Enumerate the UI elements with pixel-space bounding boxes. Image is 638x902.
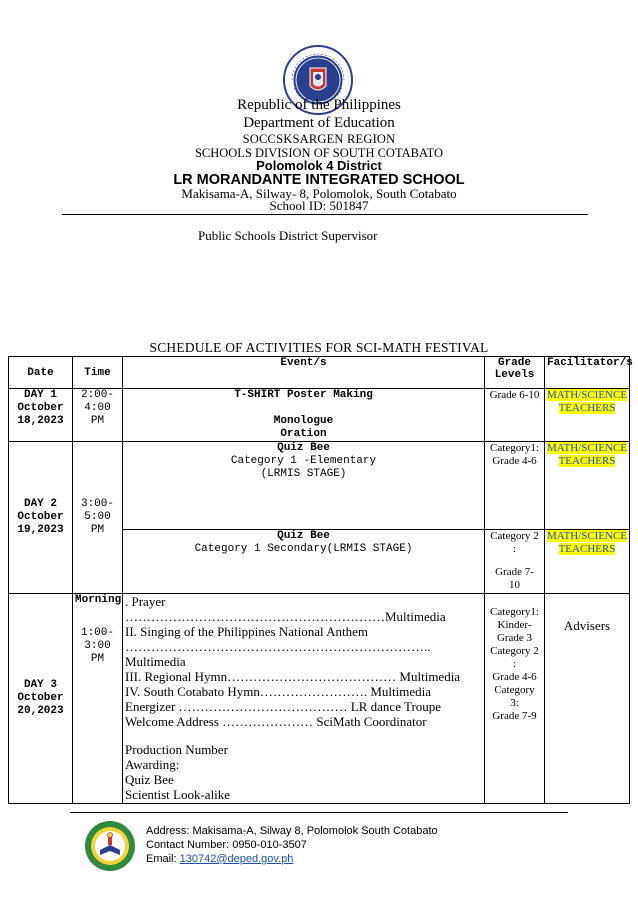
day2-facilitator-a: MATH/SCIENCE TEACHERS: [547, 442, 628, 467]
day1-event-oration: Oration: [280, 428, 327, 440]
program-item: III. Regional Hymn………………………………… Multimedia: [125, 669, 461, 684]
day3-grade-line: 3:: [510, 697, 519, 709]
day1-label: DAY 1: [23, 389, 57, 401]
day1-date-cell: [9, 389, 73, 442]
footer-email-line: [146, 852, 438, 866]
school-name: LR MORANDANTE INTEGRATED SCHOOL: [173, 172, 465, 188]
day3-grade-line: :: [512, 658, 517, 670]
day1-event-poster: T-SHIRT Poster Making: [234, 389, 373, 401]
day2-grade-a-cell: [485, 442, 545, 530]
header-events: Event/s: [123, 357, 485, 389]
region-heading: SOCCSKSARGEN REGION: [242, 132, 396, 146]
day1-time: 2:00-4:00 PM: [73, 389, 123, 442]
school-logo-icon: [84, 820, 136, 872]
day2-facilitator-b-cell: [545, 530, 630, 594]
day1-month: October: [17, 402, 64, 414]
table-row: [9, 442, 630, 530]
header-time: Time: [73, 357, 123, 389]
day2-event-a-cell: [123, 442, 485, 530]
day3-facilitator-cell: [545, 594, 630, 804]
program-item: IV. South Cotabato Hymn……………………. Multimedia: [125, 684, 431, 699]
program-item: II. Singing of the Philippines National Anthem: [125, 624, 369, 639]
day2-time: 3:00-5:00 PM: [73, 442, 123, 594]
day3-grade-line: Category1:: [490, 606, 539, 618]
program-item: Energizer ………………………………… LR dance Troupe: [125, 699, 442, 714]
day2-facilitator-a-cell: [545, 442, 630, 530]
day3-time-afternoon: 1:00-3:00 PM: [80, 627, 114, 665]
day1-events-cell: [123, 389, 485, 442]
day3-grade-line: Kinder-: [497, 619, 532, 631]
footer-address: Address: Makisama-A, Silway 8, Polomolok South Cotabato: [146, 825, 438, 837]
program-item: ……………………………………………………Multimedia: [125, 609, 446, 624]
day3-day: 20,2023: [17, 705, 64, 717]
day3-month: October: [17, 692, 64, 704]
day2-grade-b-l4: 10: [509, 579, 520, 591]
day3-label: DAY 3: [23, 679, 57, 691]
program-item: Awarding:: [125, 757, 180, 772]
table-header-row: [9, 357, 630, 389]
table-row: [9, 389, 630, 442]
day2-grade-a-level: Grade 4-6: [492, 455, 537, 467]
program-item: . Prayer: [125, 594, 166, 609]
schedule-table: [8, 356, 633, 804]
republic-heading: Republic of the Philippines: [237, 97, 401, 113]
day3-grade-cell: [485, 594, 545, 804]
day2-grade-b-l2: :: [512, 543, 517, 555]
schedule-title: SCHEDULE OF ACTIVITIES FOR SCI-MATH FESTIVAL: [149, 340, 489, 355]
day1-grade: Grade 6-10: [485, 389, 545, 442]
footer-divider: [70, 812, 568, 813]
recipient-line: Public Schools District Supervisor: [198, 228, 378, 243]
day2-event-a-title: Quiz Bee: [277, 442, 330, 454]
day2-month: October: [17, 511, 64, 523]
day1-facilitator-cell: [545, 389, 630, 442]
footer-contact: [146, 824, 438, 866]
day2-event-b-cell: [123, 530, 485, 594]
day2-event-b-title: Quiz Bee: [277, 530, 330, 542]
day1-day: 18,2023: [17, 415, 64, 427]
day2-grade-b-l3: Grade 7-: [495, 566, 534, 578]
header-divider: [62, 214, 588, 215]
day2-event-b-category: Category 1 Secondary(LRMIS STAGE): [194, 543, 413, 555]
header-date: Date: [9, 357, 73, 389]
program-item: Production Number: [125, 742, 228, 757]
day3-grade-line: Category: [494, 684, 535, 696]
district-heading: Polomolok 4 District: [256, 158, 382, 173]
program-item: Welcome Address ………………… SciMath Coordinator: [125, 714, 427, 729]
day3-grade-line: Grade 3: [496, 632, 533, 644]
day3-facilitator: Advisers: [563, 618, 611, 633]
school-id: School ID: 501847: [269, 198, 369, 213]
day2-date-cell: [9, 442, 73, 594]
day3-grade-line: Grade 7-9: [492, 710, 537, 722]
day3-time-cell: [73, 594, 123, 804]
day2-grade-b-cell: [485, 530, 545, 594]
header-grade-levels: Grade Levels: [485, 357, 545, 389]
program-item: Quiz Bee: [125, 772, 174, 787]
division-heading: SCHOOLS DIVISION OF SOUTH COTABATO: [194, 146, 444, 160]
school-address: Makisama-A, Silway- 8, Polomolok, South Cotabato: [181, 186, 457, 201]
day2-day: 19,2023: [17, 524, 64, 536]
day3-program-cell: [123, 594, 485, 804]
footer-email-label: Email:: [146, 853, 180, 865]
day2-grade-b-l1: Category 2: [490, 530, 539, 542]
table-row: [9, 594, 630, 804]
day3-date-cell: [9, 594, 73, 804]
day1-event-monologue: Monologue: [273, 415, 334, 427]
header-facilitators: Facilitator/s: [545, 357, 630, 389]
day3-time-morning: Morning: [75, 594, 122, 606]
program-item: Scientist Look-alike: [125, 787, 231, 802]
day2-facilitator-b: MATH/SCIENCE TEACHERS: [547, 530, 628, 555]
program-item: …………………………………………………………….. Multimedia: [125, 639, 431, 669]
day2-event-a-category: Category 1 -Elementary: [230, 455, 377, 467]
day2-label: DAY 2: [23, 498, 57, 510]
day2-event-a-stage: (LRMIS STAGE): [260, 468, 347, 480]
day1-facilitator: MATH/SCIENCE TEACHERS: [547, 389, 628, 414]
footer-email-link[interactable]: 130742@deped.gov.ph: [179, 853, 294, 865]
day3-grade-line: Grade 4-6: [492, 671, 537, 683]
day2-grade-a-category: Category1:: [490, 442, 539, 454]
footer-contact-number: Contact Number: 0950-010-3507: [146, 839, 307, 851]
department-heading: Department of Education: [243, 115, 395, 131]
day3-grade-line: Category 2: [490, 645, 539, 657]
